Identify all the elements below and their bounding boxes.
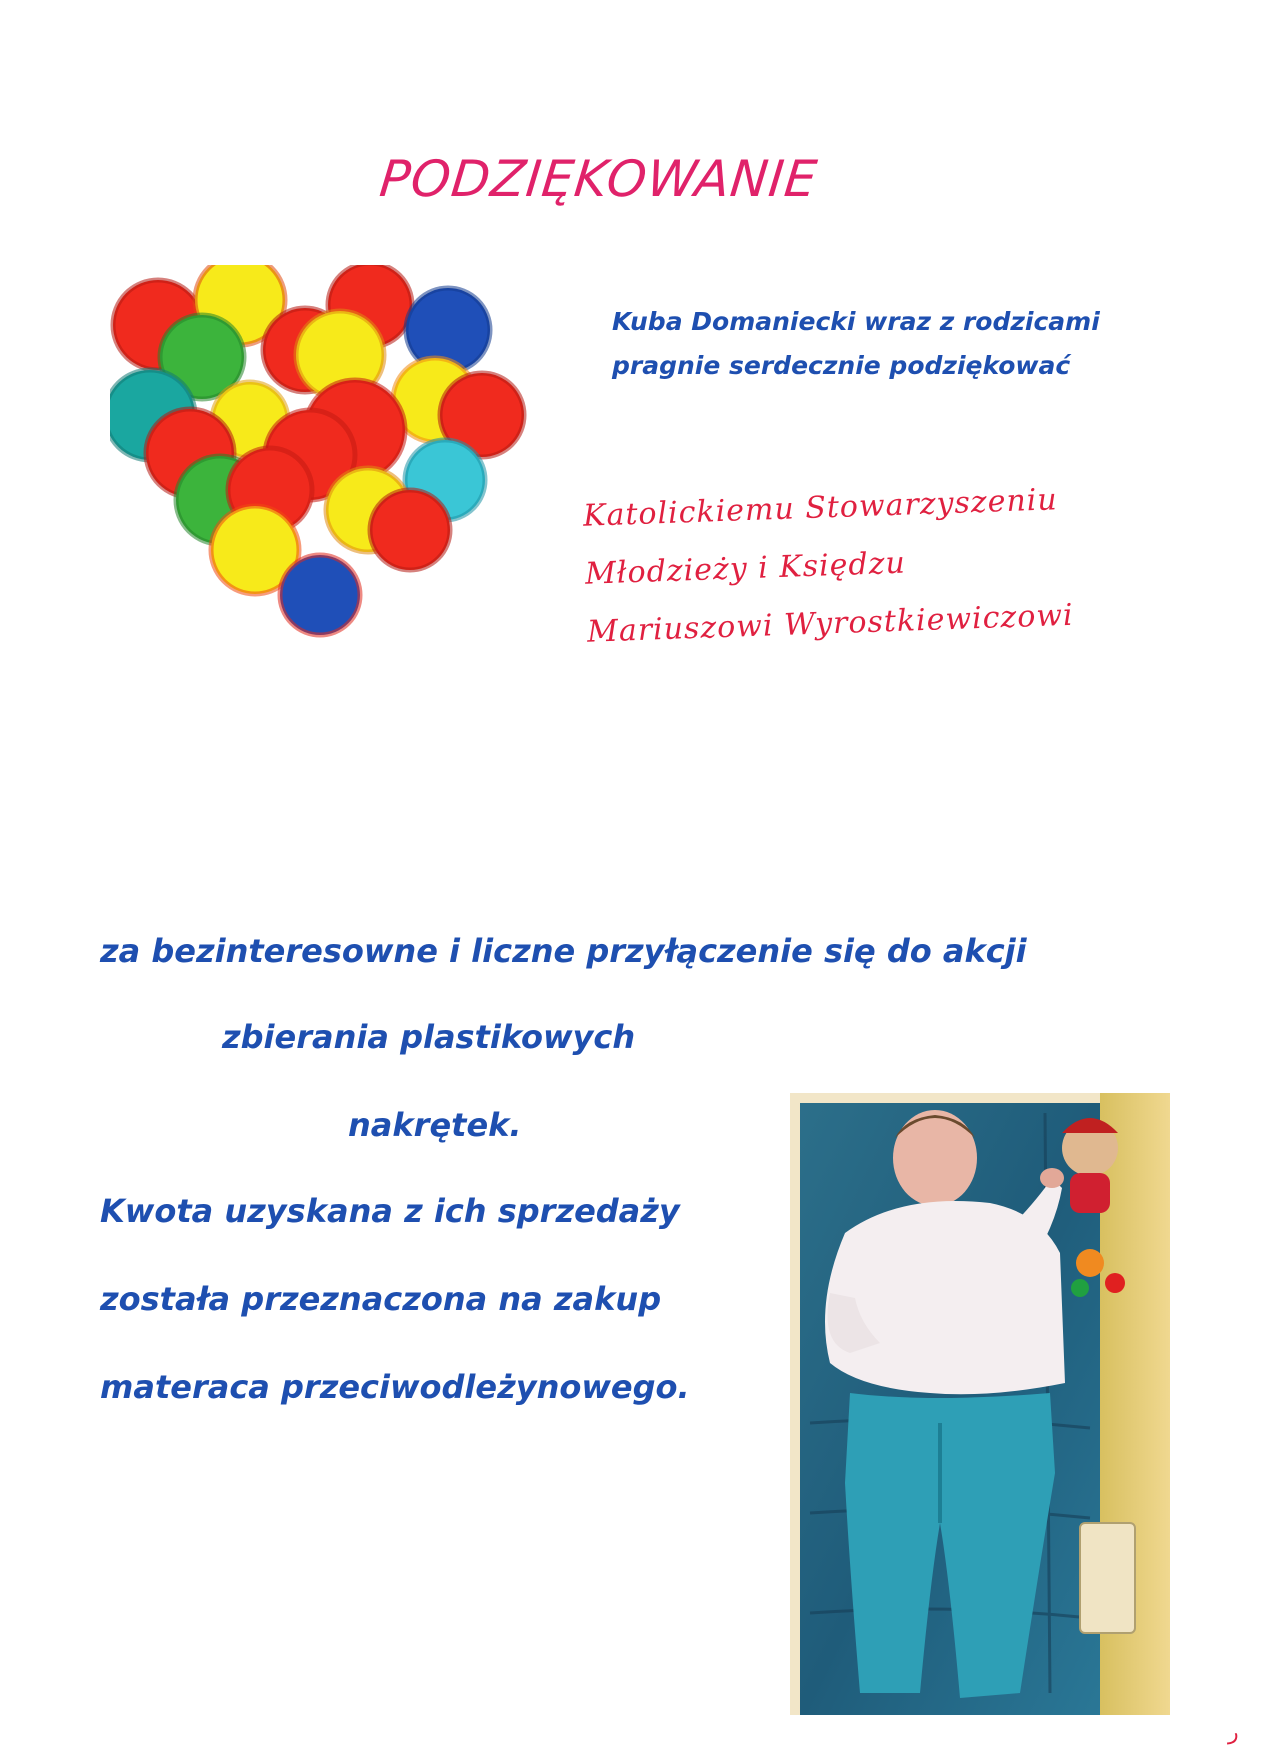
body-line: za bezinteresowne i liczne przyłączenie się do akcji	[100, 932, 1027, 970]
bottle-caps-heart-image	[110, 265, 590, 725]
bottle-cap	[280, 555, 360, 635]
intro-line: Kuba Domaniecki wraz z rodzicami	[612, 307, 1100, 336]
handwritten-recipients	[582, 468, 1148, 661]
handwritten-line: Mariuszowi Wyrostkiewiczowi	[586, 597, 1075, 650]
intro-line: pragnie serdecznie podziękować	[612, 351, 1071, 380]
intro-text	[612, 300, 1172, 388]
handwritten-line: Katolickiemu Stowarzyszeniu	[582, 482, 1059, 534]
page-title: PODZIĘKOWANIE	[376, 150, 821, 208]
handwritten-line: Młodzieży i Księdzu	[584, 545, 907, 592]
body-line: została przeznaczona na zakup	[100, 1280, 662, 1318]
corner-mark: ر	[1228, 1720, 1239, 1745]
body-line: Kwota uzyskana z ich sprzedaży	[100, 1192, 680, 1230]
bottle-cap	[370, 490, 450, 570]
body-line: materaca przeciwodleżynowego.	[100, 1368, 690, 1406]
body-line: nakrętek.	[348, 1106, 522, 1144]
boy-on-mattress-photo	[790, 1093, 1170, 1715]
body-line: zbierania plastikowych	[222, 1018, 636, 1056]
